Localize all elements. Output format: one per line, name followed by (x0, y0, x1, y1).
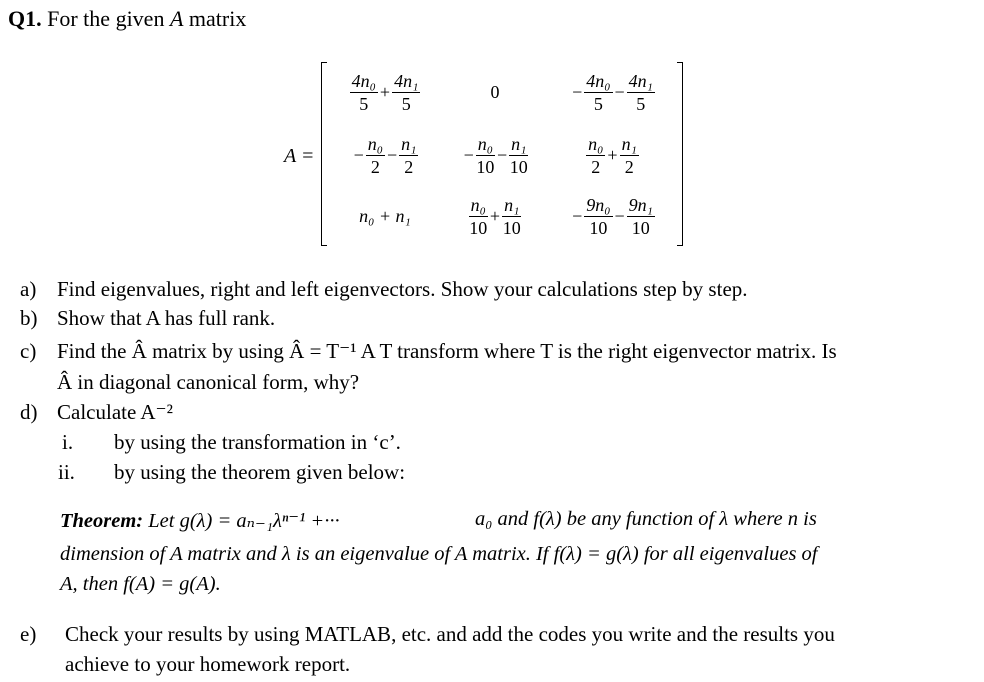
question-number: Q1. (8, 6, 42, 31)
matrix-cell (330, 62, 440, 122)
matrix-fraction (366, 133, 385, 178)
matrix-fraction (476, 133, 495, 178)
theorem-line3: A, then f(A) = g(A). (60, 573, 221, 595)
fraction-denominator: 10 (476, 156, 495, 177)
matrix-left-bracket (321, 62, 327, 246)
text-c-line2: Â in diagonal canonical form, why? (57, 370, 360, 394)
fraction-denominator: 10 (589, 217, 608, 238)
matrix-fraction (584, 70, 612, 115)
matrix-lhs: A = (284, 145, 315, 167)
matrix-operator: − (497, 144, 508, 165)
matrix-entry: n₀ + n₁ (359, 205, 411, 226)
text-a: Find eigenvalues, right and left eigenvectors. Show your calculations step by step. (57, 277, 748, 301)
matrix-fraction (584, 194, 612, 239)
fraction-denominator: 10 (631, 217, 650, 238)
label-d: d) (20, 400, 38, 424)
theorem-line2: dimension of A matrix and λ is an eigenvalue of A matrix. If f(λ) = g(λ) for all eigenvalues of (60, 543, 818, 565)
matrix-right-bracket (677, 62, 683, 246)
matrix-entry: 0 (490, 81, 500, 102)
matrix-operator: − (614, 205, 625, 226)
text-d: Calculate A⁻² (57, 400, 173, 424)
fraction-numerator: 4n₀ (351, 70, 376, 91)
matrix-fraction (586, 133, 605, 178)
matrix-cell (440, 186, 550, 246)
matrix-fraction (399, 133, 418, 178)
matrix-operator: + (489, 205, 501, 226)
fraction-numerator: n₀ (477, 133, 493, 154)
fraction-denominator: 5 (359, 93, 369, 114)
title-text: For the given (47, 6, 165, 31)
matrix-cell (550, 62, 675, 122)
theorem-head: Theorem: (60, 510, 144, 532)
matrix-operator: − (463, 144, 474, 165)
label-c: c) (20, 339, 37, 363)
question-title (8, 6, 246, 32)
fraction-denominator: 10 (469, 217, 488, 238)
theorem-line1a: Let g(λ) = aₙ₋₁λⁿ⁻¹ +··· (148, 510, 340, 532)
matrix-fraction (627, 70, 655, 115)
matrix-fraction (509, 133, 528, 178)
fraction-numerator: 9n₁ (628, 194, 653, 215)
text-b: Show that A has full rank. (57, 306, 276, 330)
matrix-cell (330, 125, 440, 185)
text-e-line2: achieve to your homework report. (65, 652, 351, 676)
matrix-fraction (350, 70, 378, 115)
fraction-numerator: n₀ (470, 194, 486, 215)
title-var: A (169, 6, 184, 31)
fraction-denominator: 2 (591, 156, 601, 177)
title-suffix: matrix (188, 6, 247, 31)
theorem-line1b: a₀ and f(λ) be any function of λ where n is (475, 508, 817, 530)
matrix-operator: − (572, 81, 583, 102)
label-d-ii: ii. (58, 460, 75, 484)
fraction-numerator: 4n₁ (628, 70, 653, 91)
matrix-cell (440, 125, 550, 185)
fraction-numerator: n₀ (588, 133, 604, 154)
matrix-fraction (502, 194, 521, 239)
matrix-operator: − (387, 144, 398, 165)
matrix-cell (550, 125, 675, 185)
fraction-denominator: 5 (593, 93, 603, 114)
matrix-operator: − (614, 81, 625, 102)
text-d-ii: by using the theorem given below: (114, 460, 406, 484)
matrix-operator: − (353, 144, 364, 165)
fraction-denominator: 10 (509, 156, 528, 177)
matrix-fraction (392, 70, 420, 115)
label-a: a) (20, 277, 37, 301)
fraction-numerator: n₁ (504, 194, 520, 215)
matrix-fraction (469, 194, 488, 239)
fraction-numerator: 4n₀ (586, 70, 611, 91)
label-d-i: i. (62, 430, 74, 454)
fraction-denominator: 2 (370, 156, 380, 177)
fraction-denominator: 2 (624, 156, 634, 177)
matrix-fraction (627, 194, 655, 239)
matrix-operator: − (572, 205, 583, 226)
label-e: e) (20, 622, 37, 646)
fraction-numerator: 4n₁ (394, 70, 419, 91)
fraction-numerator: n₁ (621, 133, 637, 154)
label-b: b) (20, 306, 38, 330)
text-d-i: by using the transformation in ‘c’. (114, 430, 401, 454)
fraction-denominator: 5 (636, 93, 646, 114)
theorem-line1b-wrap (475, 508, 817, 531)
matrix-operator: + (607, 144, 618, 165)
fraction-numerator: n₁ (401, 133, 417, 154)
fraction-numerator: n₁ (511, 133, 527, 154)
fraction-denominator: 10 (502, 217, 521, 238)
matrix-cell (330, 186, 440, 246)
theorem-line1 (60, 508, 340, 533)
fraction-numerator: n₀ (367, 133, 383, 154)
fraction-denominator: 2 (404, 156, 414, 177)
text-c-line1: Find the Â matrix by using Â = T⁻¹ A T transform where T is the right eigenvector matrix. Is (57, 339, 837, 363)
fraction-numerator: 9n₀ (586, 194, 611, 215)
matrix-cell (550, 186, 675, 246)
fraction-denominator: 5 (401, 93, 411, 114)
matrix-cell (440, 62, 550, 122)
matrix-operator: + (379, 81, 391, 102)
text-e-line1: Check your results by using MATLAB, etc. and add the codes you write and the results you (65, 622, 835, 646)
matrix-fraction (620, 133, 639, 178)
